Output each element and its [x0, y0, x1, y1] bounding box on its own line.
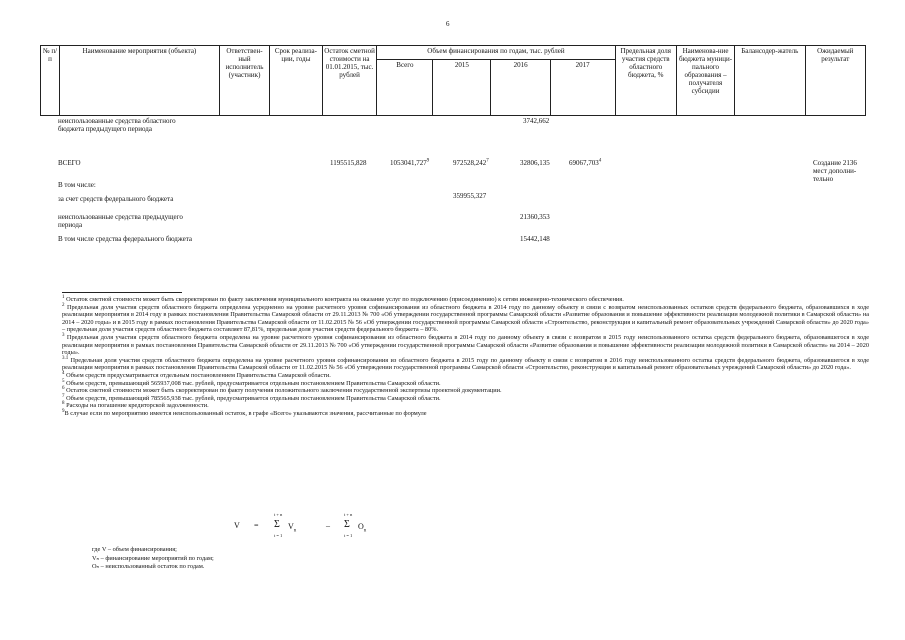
formula-v: V: [234, 521, 240, 530]
table-header: [40, 45, 866, 116]
row-unused-2016: 3742,662: [523, 117, 550, 125]
footnote-2: $^2$ Предельная доля участия средств областного бюджета определена усредненно на уровне расчетного уровня софинансирования из областного бюджета в 2014 году по данному объекту в связи с возвратом неиспользованных остатков средств федерального бюджета, образовавшихся в ходе реализации мероприятия в 2014 году в рамках постановления Правительства Самарской области от 29.11.2013 № 700 «Об утверждении государственной программы Самарской области «Развитие образования и повышение эффективности реализации молодежной политики в Самарской области» на 2014 – 2020 годы» и в 2015 году в рамках постановления Правительства Самарской области от 11.02.2015 № 56 «Об утверждении государственной программы Самарской области «Строительство, реконструкция и капитальный ремонт образовательных учреждений Самарской области» до 2020 года» – предельная доля участия средств областного бюджета составляет 87,81%, предельная доля участия средств федерального бюджета – 80%.: [62, 302, 869, 334]
row-incl-federal-2016: 15442,148: [520, 235, 550, 243]
col-financing: Объем финансирования по годам, тыс. рублей: [377, 46, 615, 60]
col-term: Срок реализа-ции, годы: [270, 46, 323, 116]
col-name: Наименование мероприятия (объекта): [60, 46, 220, 116]
footnote-8: $^8$ Расходы на погашение кредиторской задолженности.: [62, 401, 209, 410]
row-total-2016: 32806,135: [520, 159, 550, 167]
row-unused-label: неиспользованные средства областного бюджета предыдущего периода: [58, 117, 176, 133]
row-federal-label: за счет средств федерального бюджета: [58, 195, 174, 203]
formula-top-2: t + n: [344, 512, 353, 517]
row-total-label: ВСЕГО: [58, 159, 81, 167]
formula-minus: –: [326, 521, 330, 530]
col-2016: 2016: [491, 60, 550, 116]
row-total-2015: 972528,242$^7$: [453, 158, 489, 167]
col-result: Ожидаемый результат: [805, 46, 865, 116]
footnote-divider: [62, 292, 182, 293]
row-total-2017: 69067,703$^4$: [569, 158, 602, 167]
col-executor: Ответствен-ный исполнитель (участник): [219, 46, 269, 116]
formula-vn: $V_n$: [288, 522, 297, 534]
table-body: [40, 117, 866, 257]
footnote-4: $^4$ Объем средств предусматривается отдельным постановлением Правительства Самарской области.: [62, 370, 331, 379]
formula: [226, 512, 426, 542]
formula-bot-2: t = 1: [344, 533, 353, 538]
footnote-3-1: $^{3.1}$ Предельная доля участия средств областного бюджета определена на уровне расчетного уровня софинансирования из областного бюджета в 2015 году по данному объекту в связи с возвратом в 2016 году неиспользованного остатка средств федерального бюджета, образовавшегося в ходе реализации мероприятия в рамках постановления Правительства Самарской области от 11.02.2015 № 56 «Об утверждении государственной программы Самарской области «Строительство, реконструкция и капитальный ремонт образовательных учреждений Самарской области» до 2020 года».: [62, 355, 869, 372]
row-result: Создание 2136 мест дополни-тельно: [813, 159, 857, 183]
col-2015: 2015: [433, 60, 491, 116]
formula-bot-1: t = 1: [274, 533, 283, 538]
row-incl-label: В том числе:: [58, 181, 96, 189]
col-share: Предельная доля участия средств областного бюджета, %: [615, 46, 676, 116]
formula-eq: =: [254, 521, 259, 530]
footnote-1: $^1$ Остаток сметной стоимости может быть скорректирован по факту заключения муниципального контракта на оказание услуг по подключению (присоединению) к сетям инженерно-технического обеспечения.: [62, 294, 624, 303]
sigma-icon: Σ: [274, 519, 280, 530]
col-2017: 2017: [550, 60, 615, 116]
col-budget-name: Наименова-ние бюджета муници-пального образования – получателя субсидии: [676, 46, 734, 116]
row-incl-federal-label: В том числе средства федерального бюджета: [58, 235, 192, 243]
footnote-3: $^3$ Предельная доля участия средств областного бюджета определена на уровне расчетного уровня софинансирования из областного бюджета в 2014 году по данному объекту в связи с возвратом в 2015 году неиспользованного остатка средств федерального бюджета, образовавшегося в ходе реализации мероприятия в рамках постановления Правительства Самарской области от 29.11.2013 № 700 «Об утверждении государственной программы Самарской области «Развитие образования и повышение эффективности реализации молодежной политики в Самарской области» на 2014 – 2020 годы».: [62, 332, 869, 357]
row-total-balance: 1195515,828: [330, 159, 367, 167]
legend-line-3: Oₙ – неиспользованный остаток по годам.: [92, 563, 205, 570]
row-total-all: 1053041,727$^9$: [390, 158, 430, 167]
col-holder: Балансодер-жатель: [735, 46, 805, 116]
footnote-7: $^7$ Объем средств, превышающий 785565,938 тыс. рублей, предусматривается отдельным постановлением Правительства Самарской области.: [62, 393, 441, 402]
row-unused-prev-label: неиспользованные средства предыдущего периода: [58, 213, 183, 229]
formula-legend: [92, 546, 214, 572]
formula-top-1: t + n: [274, 512, 283, 517]
col-total: Всего: [377, 60, 433, 116]
formula-on: $O_n$: [358, 522, 367, 534]
footnote-5: $^5$ Объем средств, превышающий 565937,008 тыс. рублей, предусматривается отдельным постановлением Правительства Самарской области.: [62, 378, 441, 387]
row-federal-2015: 359955,327: [453, 192, 487, 200]
col-num: № п/п: [41, 46, 60, 116]
footnote-6: $^6$ Остаток сметной стоимости может быть скорректирован по факту получения положительного заключения государственной экспертизы проектной документации.: [62, 386, 502, 395]
row-unused-prev-2016: 21360,353: [520, 213, 550, 221]
footnotes: [62, 292, 869, 418]
page-number: 6: [446, 20, 450, 28]
legend-line-1: где V – объем финансирования;: [92, 546, 177, 553]
legend-line-2: Vₙ – финансирование мероприятий по годам;: [92, 554, 214, 562]
col-balance: Остаток сметной стоимости на 01.01.2015, тыс. рублей: [322, 46, 377, 116]
sigma-icon-2: Σ: [344, 519, 350, 530]
footnote-9: $^9$В случае если по мероприятию имеется неиспользованный остаток, в графе «Всего» указываются значения, рассчитанные по формуле: [62, 408, 427, 417]
